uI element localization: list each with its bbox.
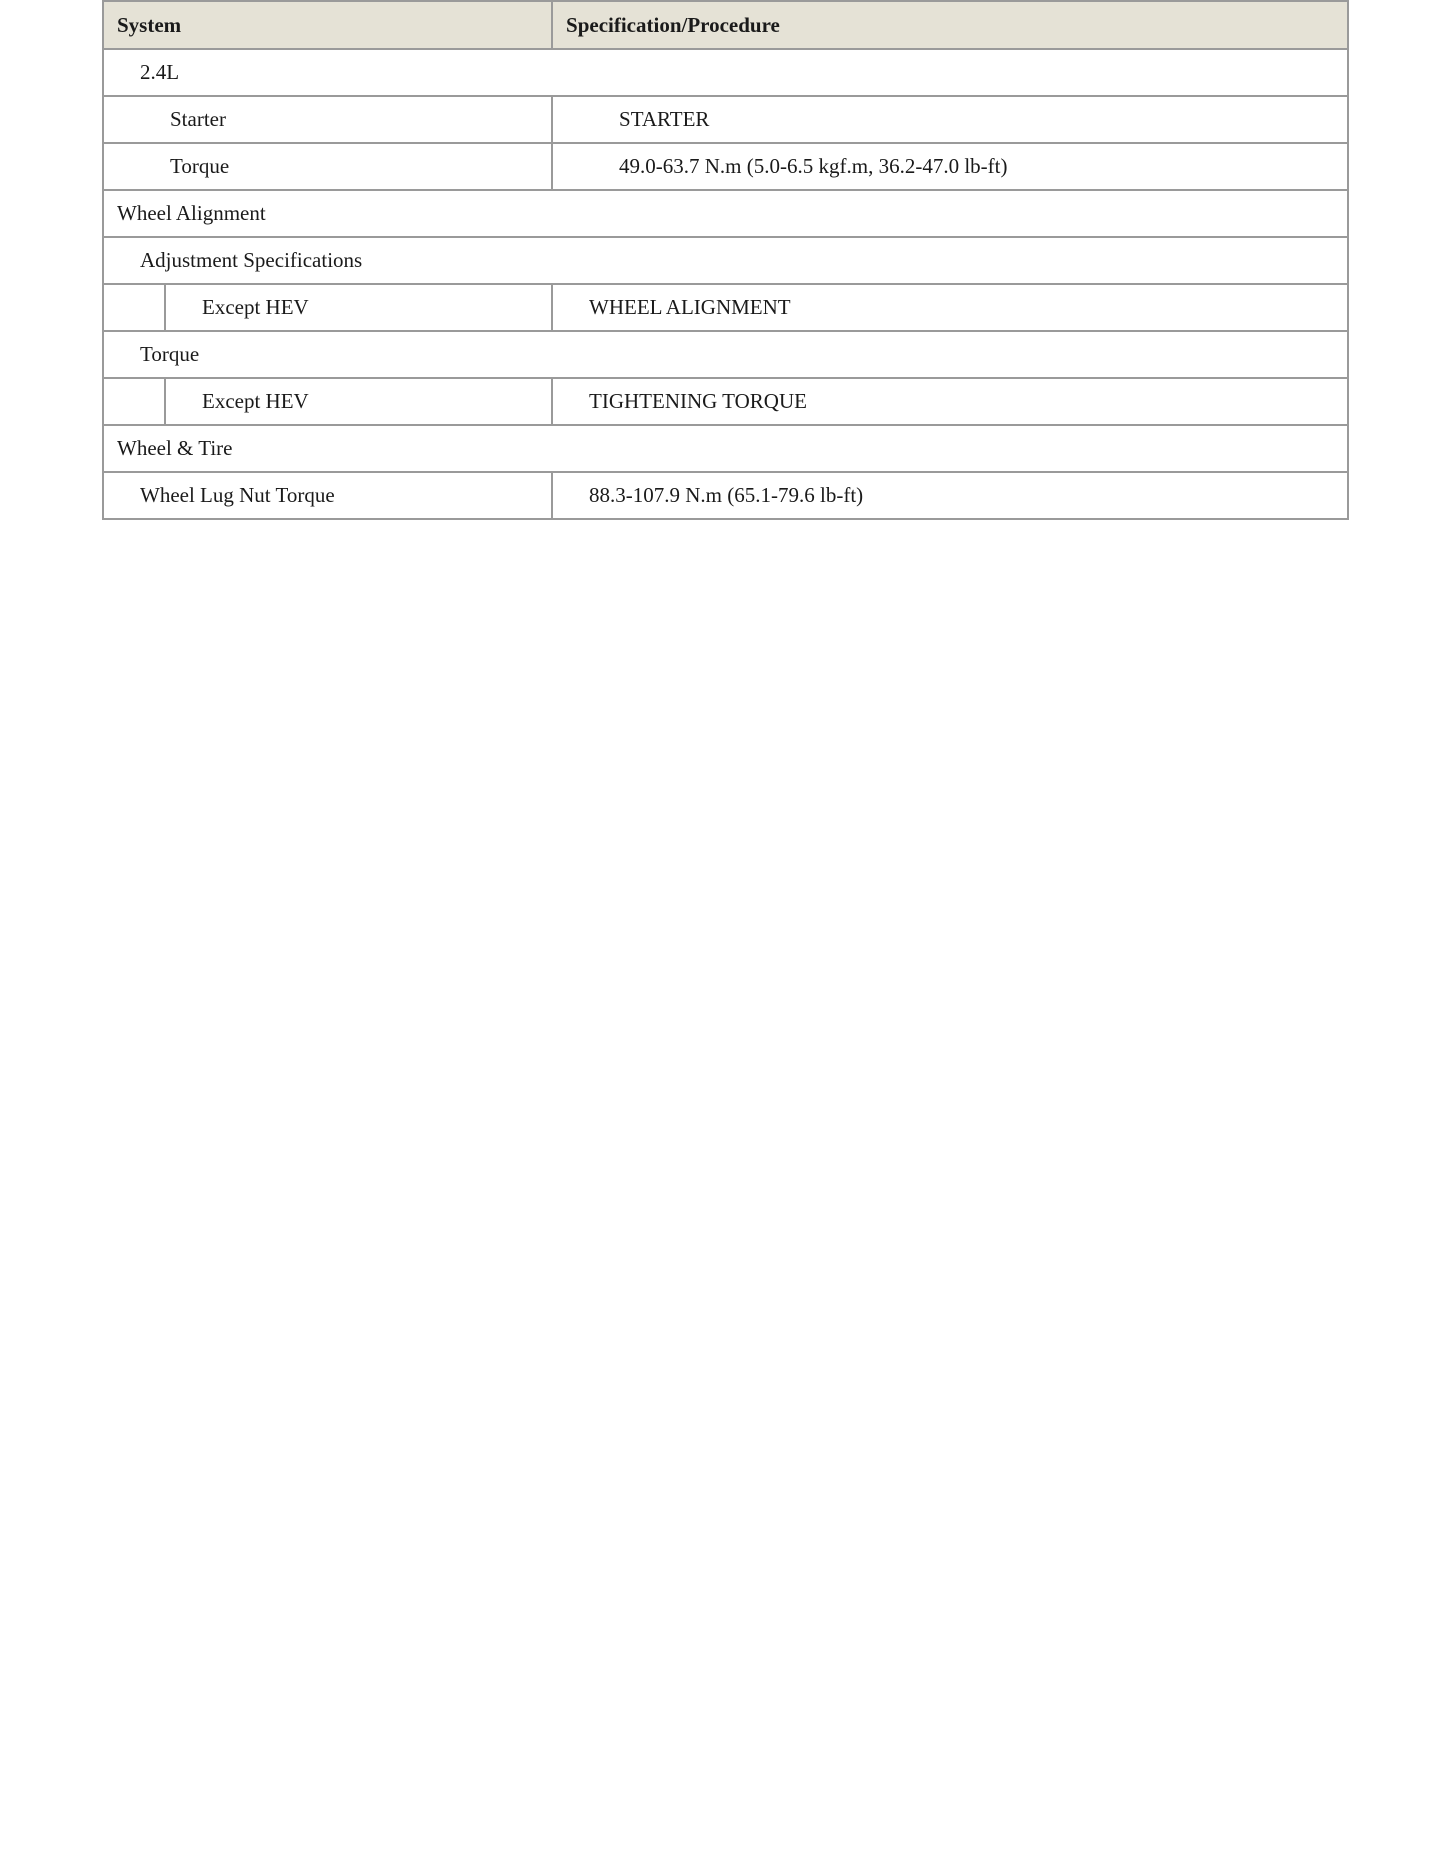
header-specification: Specification/Procedure (552, 1, 1348, 49)
row-label-alignment-torque: Torque (103, 331, 1348, 378)
row-label-engine-2-4l: 2.4L (103, 49, 1348, 96)
specification-table (102, 0, 1349, 520)
header-system: System (103, 1, 552, 49)
table-row (103, 378, 1348, 425)
row-label-wheel-lug-nut-torque: Wheel Lug Nut Torque (103, 472, 552, 519)
table-row (103, 49, 1348, 96)
indent-spacer-cell (103, 284, 165, 331)
row-label-wheel-and-tire: Wheel & Tire (103, 425, 1348, 472)
table-header-row (103, 1, 1348, 49)
row-label-except-hev-alignment: Except HEV (165, 284, 552, 331)
row-value-wheel-lug-nut-torque: 88.3-107.9 N.m (65.1-79.6 lb-ft) (552, 472, 1348, 519)
row-label-starter: Starter (103, 96, 552, 143)
table-row (103, 143, 1348, 190)
table-row (103, 96, 1348, 143)
row-value-tightening-torque[interactable]: TIGHTENING TORQUE (552, 378, 1348, 425)
indent-spacer-cell (103, 378, 165, 425)
row-label-adjustment-specifications: Adjustment Specifications (103, 237, 1348, 284)
table-row (103, 472, 1348, 519)
row-label-wheel-alignment: Wheel Alignment (103, 190, 1348, 237)
row-label-starter-torque: Torque (103, 143, 552, 190)
table-row (103, 425, 1348, 472)
table-row (103, 190, 1348, 237)
table-row (103, 237, 1348, 284)
row-label-except-hev-torque: Except HEV (165, 378, 552, 425)
table-row (103, 331, 1348, 378)
table-row (103, 284, 1348, 331)
row-value-wheel-alignment[interactable]: WHEEL ALIGNMENT (552, 284, 1348, 331)
row-value-starter-torque: 49.0-63.7 N.m (5.0-6.5 kgf.m, 36.2-47.0 lb-ft) (552, 143, 1348, 190)
row-value-starter[interactable]: STARTER (552, 96, 1348, 143)
